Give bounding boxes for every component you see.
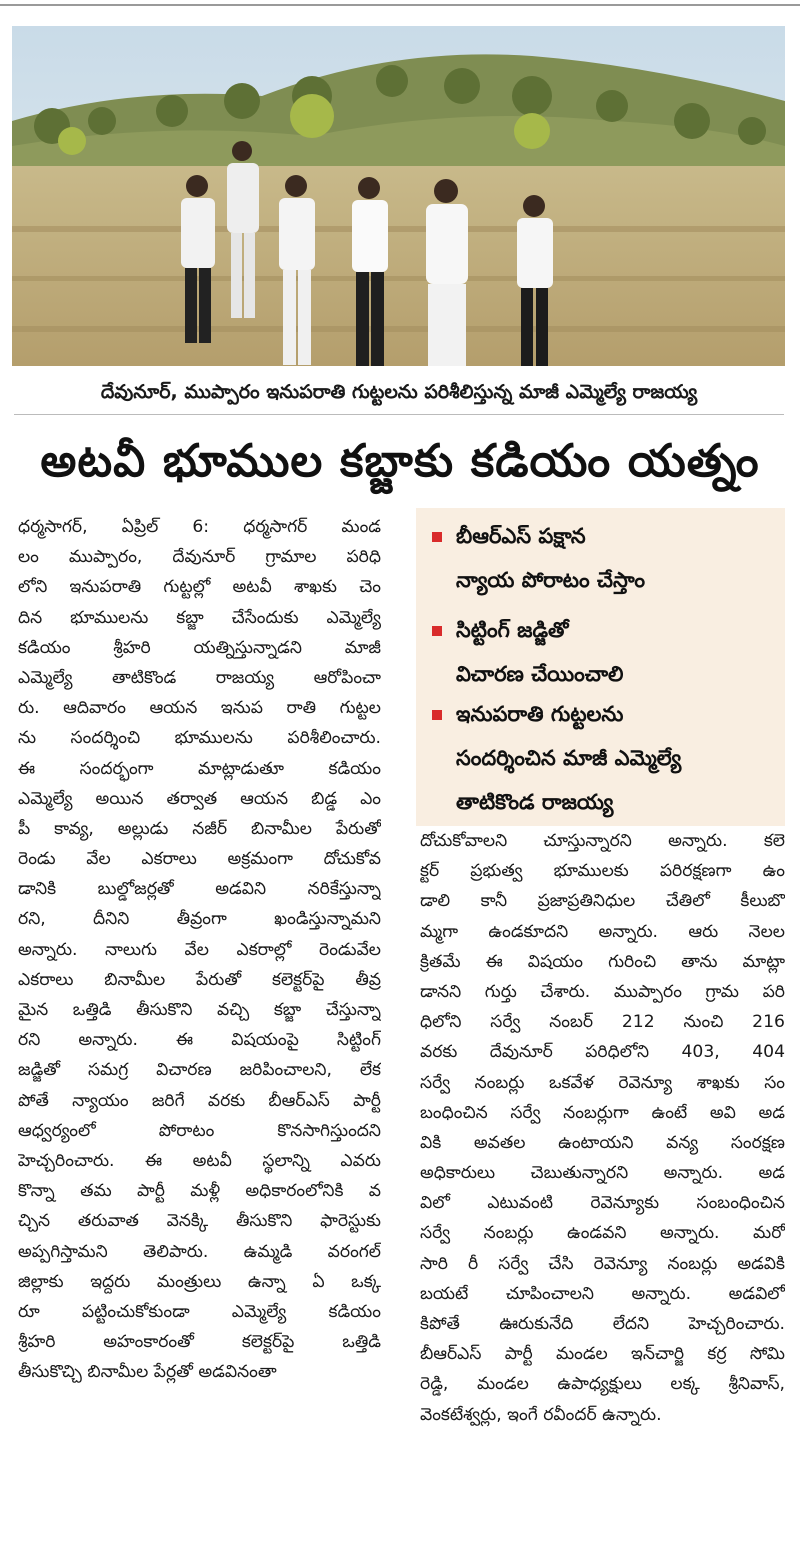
highlight-item — [432, 514, 645, 602]
article-line: రని, దీనిని తీవ్రంగా ఖండిస్తున్నామని — [18, 909, 381, 930]
article-line: లోని ఇనుపరాతి గుట్టల్లో అటవీ శాఖకు చెం — [18, 577, 381, 598]
article-line: జడ్జితో సమగ్ర విచారణ జరిపించాలని, లేక — [18, 1060, 381, 1081]
article-line: క్టర్ ప్రభుత్వ భూములకు పరిరక్షణగా ఉం — [420, 861, 785, 882]
article-column-left — [18, 512, 381, 1387]
article-line: దోచుకోవాలని చూస్తున్నారని అన్నారు. కలె — [420, 831, 785, 851]
article-line: ధిలోని సర్వే నంబర్ 212 నుంచి 216 — [420, 1012, 785, 1033]
article-line: రూ పట్టించుకోకుండా ఎమ్మెల్యే కడియం — [18, 1301, 381, 1322]
article-line: రెండు వేల ఎకరాలు అక్రమంగా దోచుకోవ — [18, 849, 381, 870]
article-line: కడియం శ్రీహరి యత్నిస్తున్నాడని మాజీ — [18, 637, 381, 658]
article-line: హెచ్చరించారు. ఈ అటవీ స్థలాన్ని ఎవరు — [18, 1150, 381, 1171]
article-line: మ్మగా ఉండకూదని అన్నారు. ఆరు నెలల — [420, 921, 785, 942]
highlight-text: న్యాయ పోరాటం చేస్తాం — [456, 568, 646, 592]
article-line: పీ కావ్య, అల్లుడు నజీర్ బినామీల పేరుతో — [18, 818, 381, 839]
article-line: ధర్మసాగర్, ఏప్రిల్ 6: ధర్మసాగర్ మండ — [18, 517, 381, 537]
highlight-text: తాటికొండ రాజయ్య — [456, 790, 614, 814]
article-line: కొన్నా తమ పార్టీ మళ్లీ అధికారంలోనికి వ — [18, 1181, 381, 1202]
photo-caption: దేవునూర్, ముప్పారం ఇనుపరాతి గుట్టలను పరిశీలిస్తున్న మాజీ ఎమ్మెల్యే రాజయ్య — [14, 370, 784, 415]
article-line: సర్వే నంబర్లు ఒకవేళ రెవెన్యూ శాఖకు సం — [420, 1072, 785, 1093]
article-line: చ్చిన తరువాత వెనక్కి తీసుకొని ఫారెస్టుకు — [18, 1211, 381, 1232]
article-line: విలో ఎటువంటి రెవెన్యూకు సంబంధించిన — [420, 1193, 785, 1214]
article-line: బీఆర్ఎస్ పార్టీ మండల ఇన్‌చార్జి కర్ర సోమి — [420, 1344, 785, 1365]
bullet-icon — [432, 710, 442, 720]
highlight-text: బీఆర్ఎస్ పక్షాన — [456, 524, 586, 548]
highlight-text: సందర్శించిన మాజీ ఎమ్మెల్యే — [456, 746, 682, 770]
article-line: ఎమ్మెల్యే అయిన తర్వాత ఆయన బిడ్డ ఎం — [18, 788, 381, 809]
highlight-item — [432, 692, 681, 824]
article-line: రు. ఆదివారం ఆయన ఇనుప రాతి గుట్టల — [18, 698, 381, 719]
highlight-text: విచారణ చేయించాలి — [456, 662, 624, 686]
article-line: పోతే న్యాయం జరిగే వరకు బీఆర్ఎస్ పార్టీ — [18, 1090, 381, 1111]
article-line: ఎమ్మెల్యే తాటికొండ రాజయ్య ఆరోపించా — [18, 667, 381, 688]
article-line: జిల్లాకు ఇద్దరు మంత్రులు ఉన్నా ఏ ఒక్క — [18, 1271, 381, 1292]
article-line: కిపోతే ఊరుకునేది లేదని హెచ్చరించారు. — [420, 1314, 785, 1334]
article-line: అప్పగిస్తామని తెలిపారు. ఉమ్మడి వరంగల్ — [18, 1241, 381, 1262]
article-line: మైన ఒత్తిడి తీసుకొని వచ్చి కబ్జా చేస్తున్నా — [18, 1000, 381, 1020]
headline: అటవీ భూముల కబ్జాకు కడియం యత్నం — [40, 434, 760, 487]
highlights-box — [416, 508, 785, 826]
article-line: తీసుకొచ్చి బినామీల పేర్లతో అడవినంతా — [18, 1362, 277, 1383]
article-line: అన్నారు. నాలుగు వేల ఎకరాల్లో రెండువేల — [18, 939, 381, 960]
article-column-right — [420, 826, 785, 1430]
article-line: ఈ సందర్భంగా మాట్లాడుతూ కడియం — [18, 758, 381, 779]
article-line: వరకు దేవునూర్ పరిధిలోని 403, 404 — [420, 1042, 785, 1063]
article-line: శ్రీహరి అహంకారంతో కలెక్టర్‌పై ఒత్తిడి — [18, 1332, 381, 1353]
article-line: లం ముప్పారం, దేవునూర్ గ్రామాల పరిధి — [18, 547, 381, 568]
highlight-text: సిట్టింగ్ జడ్జితో — [456, 618, 569, 642]
article-line: రని అన్నారు. ఈ విషయంపై సిట్టింగ్ — [18, 1030, 381, 1051]
article-line: దిన భూములను కబ్జా చేసేందుకు ఎమ్మెల్యే — [18, 607, 381, 628]
article-line: వెంకటేశ్వర్లు, ఇంగే రవీందర్ ఉన్నారు. — [420, 1404, 662, 1425]
article-line: డాలి కానీ ప్రజాప్రతినిధుల చేతిలో కీలుబొ — [420, 891, 785, 912]
news-photo — [12, 26, 785, 366]
article-line: ఎకరాలు బినామీల పేరుతో కలెక్టర్‌పై తీవ్ర — [18, 969, 381, 990]
article-line: బంధించిన సర్వే నంబర్లుగా ఉంటే అవి అడ — [420, 1102, 785, 1123]
article-line: అధికారులు చెబుతున్నారని అన్నారు. అడ — [420, 1163, 785, 1184]
article-line: ను సందర్శించి భూములను పరిశీలించారు. — [18, 728, 381, 749]
article-line: డానని గుర్తు చేశారు. ముప్పారం గ్రామ పరి — [420, 981, 785, 1002]
article-line: సారి రీ సర్వే చేసి రెవెన్యూ నంబర్లు అడవికి — [420, 1253, 785, 1274]
article-line: రెడ్డి, మండల ఉపాధ్యక్షులు లక్క శ్రీనివాస్, — [420, 1374, 785, 1395]
top-rule — [0, 4, 800, 6]
article-line: క్రితమే ఈ విషయం గురించి తాను మాట్లా — [420, 951, 785, 972]
bullet-icon — [432, 626, 442, 636]
article-line: సర్వే నంబర్లు ఉండవని అన్నారు. మరో — [420, 1223, 785, 1244]
highlight-text: ఇనుపరాతి గుట్టలను — [456, 702, 624, 726]
article-line: ఆధ్వర్యంలో పోరాటం కొనసాగిస్తుందని — [18, 1120, 381, 1141]
highlight-item — [432, 608, 623, 696]
bullet-icon — [432, 532, 442, 542]
article-line: బయటే చూపించాలని అన్నారు. అడవిలో — [420, 1283, 785, 1304]
article-line: డానికి బుల్డోజర్లతో అడవిని నరికేస్తున్నా — [18, 879, 381, 900]
article-line: వికి అవతల ఉంటాయని వన్య సంరక్షణ — [420, 1132, 785, 1153]
